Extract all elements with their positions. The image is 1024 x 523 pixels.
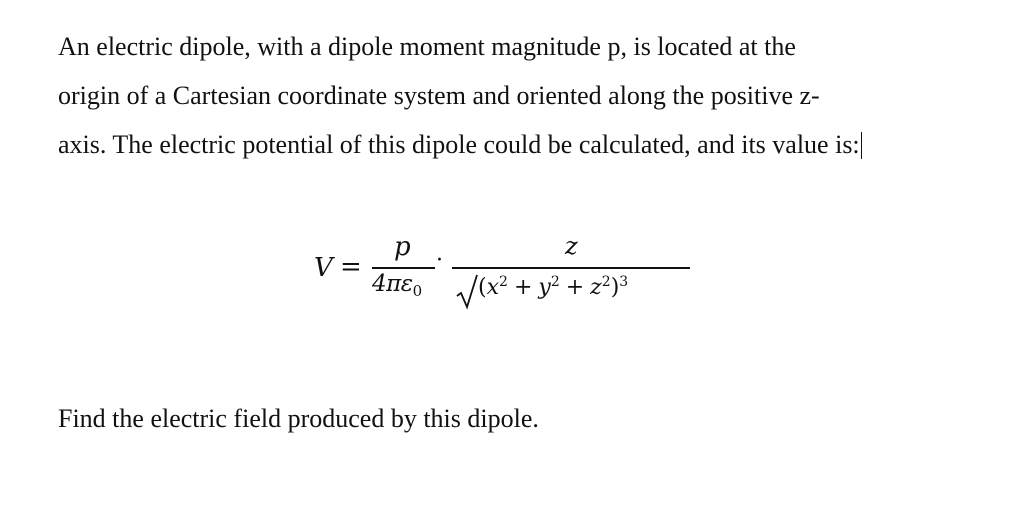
- close-paren: ): [610, 275, 620, 300]
- x-exponent: 2: [499, 274, 508, 290]
- statement-line-3: [58, 120, 958, 169]
- fraction2-denominator: [478, 274, 628, 300]
- statement-line-1: An electric dipole, with a dipole moment magnitude p, is located at the: [58, 32, 796, 61]
- text-caret: [861, 132, 863, 159]
- multiplication-dot: ·: [436, 248, 443, 273]
- z-exponent: 2: [601, 274, 611, 290]
- equals-sign: =: [340, 252, 362, 282]
- plus-sign-1: +: [513, 275, 533, 300]
- outer-exponent: 3: [619, 274, 629, 290]
- problem-statement: [58, 22, 958, 169]
- fraction1-denominator-sub: 0: [412, 282, 422, 300]
- var-z: z: [590, 275, 602, 300]
- fraction2-bar: [452, 267, 690, 269]
- question-text: Find the electric field produced by this dipole.: [58, 404, 539, 433]
- fraction1-bar: [372, 267, 435, 269]
- fraction1-denominator-coeff: 4πε: [372, 271, 413, 297]
- fraction1-numerator: p: [394, 232, 411, 262]
- y-exponent: 2: [550, 274, 560, 290]
- fraction1-denominator: [372, 271, 422, 300]
- fraction2-numerator: z: [565, 232, 578, 260]
- plus-sign-2: +: [565, 275, 585, 300]
- equation-lhs: V: [314, 253, 333, 283]
- potential-equation: [306, 222, 726, 322]
- statement-line-3-text: axis. The electric potential of this dipole could be calculated, and its value is:: [58, 130, 860, 159]
- var-x: x: [486, 275, 500, 300]
- square-root-icon: [456, 274, 480, 310]
- var-y: y: [538, 275, 551, 300]
- open-paren: (: [478, 275, 487, 300]
- statement-line-2: origin of a Cartesian coordinate system and oriented along the positive z-: [58, 81, 820, 110]
